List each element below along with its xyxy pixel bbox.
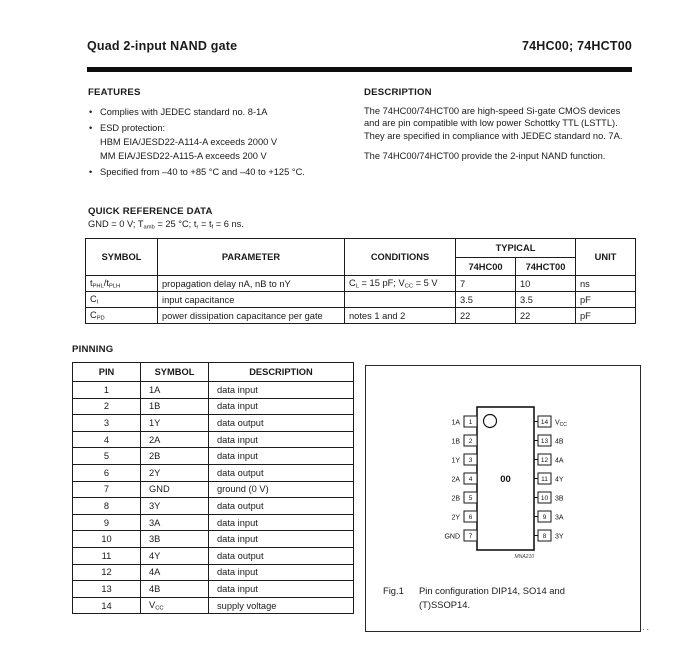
cell-sym: 2B	[141, 448, 209, 465]
pin-label: 2A	[451, 476, 460, 484]
cell-desc: ground (0 V)	[209, 481, 354, 498]
cell-desc: data output	[209, 498, 354, 515]
page-title: Quad 2-input NAND gate	[87, 39, 238, 53]
cell-desc: data output	[209, 415, 354, 432]
cell-sym: 3A	[141, 514, 209, 531]
cell-hc: 7	[456, 276, 516, 292]
table-row	[73, 581, 354, 598]
pin-configuration-svg	[366, 366, 642, 576]
table-row	[86, 292, 636, 308]
pin-number: 13	[540, 438, 549, 446]
pin-number: 8	[542, 533, 547, 541]
pin-label: 4B	[555, 438, 564, 446]
col-header-74hct00: 74HCT00	[516, 258, 576, 276]
cell-desc: data output	[209, 464, 354, 481]
cell-sym: 2Y	[141, 464, 209, 481]
figure-caption-text: Pin configuration DIP14, SO14 and (T)SSOP14.	[419, 585, 565, 610]
cell-hct: 3.5	[516, 292, 576, 308]
cell-desc: data input	[209, 564, 354, 581]
cell-pin: 6	[73, 464, 141, 481]
cell-desc: supply voltage	[209, 597, 354, 614]
cell-hct: 10	[516, 276, 576, 292]
table-row	[73, 431, 354, 448]
cell-desc: data input	[209, 581, 354, 598]
cell-conditions	[345, 292, 456, 308]
table-row	[73, 547, 354, 564]
col-header-74hc00: 74HC00	[456, 258, 516, 276]
cell-pin: 13	[73, 581, 141, 598]
pin-number: 9	[542, 514, 547, 522]
description-section	[364, 87, 632, 171]
cell-sym: 3Y	[141, 498, 209, 515]
cell-desc: data input	[209, 382, 354, 399]
cell-pin: 11	[73, 547, 141, 564]
pin-number: 2	[468, 438, 473, 446]
description-paragraph: The 74HC00/74HCT00 are high-speed Si-gate CMOS devices and are pin compatible with low power Schottky TTL (LSTTL). They are specified in compliance with JEDEC standard no. 7A.	[364, 106, 623, 141]
cell-pin: 2	[73, 398, 141, 415]
pin-label: 4A	[555, 457, 564, 465]
table-row	[73, 597, 354, 614]
cell-pin: 4	[73, 431, 141, 448]
col-header-pin-symbol: SYMBOL	[141, 363, 209, 382]
pin-label: 1Y	[451, 457, 460, 465]
cell-pin: 9	[73, 514, 141, 531]
col-header-unit: UNIT	[576, 239, 636, 276]
cell-desc: data input	[209, 431, 354, 448]
cell-unit: pF	[576, 292, 636, 308]
cell-pin: 10	[73, 531, 141, 548]
cell-pin: 14	[73, 597, 141, 614]
cell-sym: $V_{CC}$	[141, 597, 209, 614]
cell-conditions: notes 1 and 2	[345, 308, 456, 324]
figure-caption-label: Fig.1	[383, 585, 404, 596]
col-header-typical: TYPICAL	[456, 239, 576, 258]
feature-item: • Specified from –40 to +85 °C and –40 to +125 °C.	[88, 165, 358, 179]
cell-desc: data input	[209, 448, 354, 465]
cell-symbol: $C_{PD}$	[86, 308, 158, 324]
cell-pin: 8	[73, 498, 141, 515]
cell-parameter: power dissipation capacitance per gate	[158, 308, 345, 324]
cell-pin: 7	[73, 481, 141, 498]
pin-number: 1	[468, 419, 473, 427]
part-number: 74HC00; 74HCT00	[522, 39, 632, 53]
cell-conditions: $C_L = 15$ pF; $V_{CC} = 5$ V	[345, 276, 456, 292]
pin-label: 3A	[555, 514, 564, 522]
table-row	[73, 398, 354, 415]
pin-number: 3	[468, 457, 473, 465]
table-row	[73, 514, 354, 531]
cell-pin: 12	[73, 564, 141, 581]
table-row	[73, 382, 354, 399]
table-row	[73, 498, 354, 515]
quick-reference-table	[85, 238, 636, 324]
col-header-symbol: SYMBOL	[86, 239, 158, 276]
cell-sym: 1A	[141, 382, 209, 399]
page-header	[87, 39, 632, 53]
pin-number: 7	[468, 533, 473, 541]
pin-number: 6	[468, 514, 473, 522]
table-row	[86, 308, 636, 324]
feature-item: HBM EIA/JESD22-A114-A exceeds 2000 V	[100, 137, 278, 147]
pin-number: 11	[541, 476, 548, 484]
description-heading: DESCRIPTION	[364, 87, 432, 98]
cell-sym: 2A	[141, 431, 209, 448]
cell-sym: 3B	[141, 531, 209, 548]
cell-unit: pF	[576, 308, 636, 324]
pin-label: 3Y	[555, 533, 564, 541]
cell-pin: 3	[73, 415, 141, 432]
pin-number: 4	[468, 476, 473, 484]
table-row	[73, 415, 354, 432]
cell-sym: GND	[141, 481, 209, 498]
pin-label: 1B	[451, 438, 460, 446]
pin-number: 14	[540, 419, 549, 427]
header-rule	[87, 67, 632, 72]
pin-number: 12	[540, 457, 549, 465]
pin-configuration-diagram	[366, 366, 642, 581]
cell-sym: 4Y	[141, 547, 209, 564]
table-row	[73, 448, 354, 465]
feature-item: MM EIA/JESD22-A115-A exceeds 200 V	[100, 151, 267, 161]
cell-hc: 3.5	[456, 292, 516, 308]
quick-reference-conditions: GND = 0 V; $T_{amb} = 25$ °C; $t_r = t_f = 6$ ns.	[88, 219, 244, 231]
pin-label: GND	[444, 533, 460, 541]
table-row	[73, 531, 354, 548]
cell-sym: 4B	[141, 581, 209, 598]
col-header-conditions: CONDITIONS	[345, 239, 456, 276]
table-row	[73, 481, 354, 498]
pin-label: 2B	[451, 495, 460, 503]
feature-item: • ESD protection:	[88, 121, 358, 135]
table-row	[86, 276, 636, 292]
cell-desc: data input	[209, 398, 354, 415]
cell-symbol: $C_I$	[86, 292, 158, 308]
pin-number: 5	[468, 495, 473, 503]
col-header-description: DESCRIPTION	[209, 363, 354, 382]
description-paragraphs	[364, 105, 632, 163]
cell-sym: 1B	[141, 398, 209, 415]
cell-sym: 1Y	[141, 415, 209, 432]
cell-unit: ns	[576, 276, 636, 292]
footer-mark: ..	[642, 622, 652, 632]
cell-parameter: propagation delay nA, nB to nY	[158, 276, 345, 292]
pinning-heading: PINNING	[72, 344, 114, 355]
cell-hc: 22	[456, 308, 516, 324]
cell-hct: 22	[516, 308, 576, 324]
quick-reference-heading: QUICK REFERENCE DATA	[88, 206, 213, 217]
figure-caption	[383, 584, 597, 611]
cell-desc: data output	[209, 547, 354, 564]
pin-label: 1A	[451, 419, 460, 427]
cell-parameter: input capacitance	[158, 292, 345, 308]
pin-label: 3B	[555, 495, 564, 503]
cell-pin: 1	[73, 382, 141, 399]
pin-label: 4Y	[555, 476, 564, 484]
cell-desc: data input	[209, 514, 354, 531]
cell-symbol: $t_{PHL}/t_{PLH}$	[86, 276, 158, 292]
col-header-parameter: PARAMETER	[158, 239, 345, 276]
diagram-code: MNA210	[514, 554, 534, 560]
pin-label: 2Y	[451, 514, 460, 522]
chip-label: 00	[500, 474, 511, 485]
col-header-pin: PIN	[73, 363, 141, 382]
pin-label: $V_{CC}$	[555, 419, 567, 429]
cell-pin: 5	[73, 448, 141, 465]
features-heading: FEATURES	[88, 87, 141, 98]
description-paragraph: The 74HC00/74HCT00 provide the 2-input NAND function.	[364, 151, 606, 162]
features-section	[88, 87, 358, 179]
feature-item: • Complies with JEDEC standard no. 8-1A	[88, 105, 358, 119]
pin-number: 10	[540, 495, 549, 503]
cell-desc: data input	[209, 531, 354, 548]
table-row	[73, 464, 354, 481]
pinning-table	[72, 362, 354, 614]
table-row	[73, 564, 354, 581]
cell-sym: 4A	[141, 564, 209, 581]
features-list	[88, 105, 358, 179]
figure-box	[365, 365, 641, 632]
